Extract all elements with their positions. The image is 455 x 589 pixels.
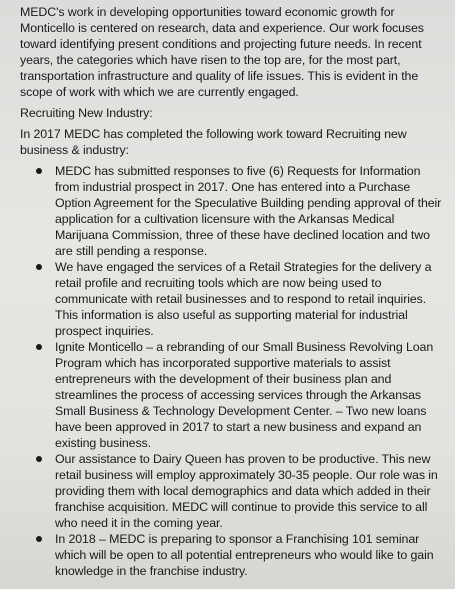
bullet-icon: [36, 536, 42, 542]
list-item-text: We have engaged the services of a Retail Strategies for the delivery a retail profile and recruiting tools which are now being used to communicate with retail businesses and to respond to retail inquiries. This information is also useful as supporting material for industrial prospect inquiries.: [55, 260, 432, 338]
section-heading: Recruiting New Industry:: [20, 106, 153, 120]
list-item: [55, 531, 447, 579]
list-item-text: MEDC has submitted responses to five (6) Requests for Information from industrial prospect in 2017. One has entered into a Purchase Option Agreement for the Speculative Building pending approval of their application for a cultivation licensure with the Arkansas Medical Marijuana Commission, three of these have declined location and two are still pending a response.: [55, 164, 442, 258]
section-intro-paragraph: In 2017 MEDC has completed the following work toward Recruiting new business & industry:: [20, 127, 407, 157]
bullet-icon: [36, 264, 42, 270]
bullet-icon: [36, 168, 42, 174]
list-item-text: Our assistance to Dairy Queen has proven to be productive. This new retail business will employ approximately 30-35 people. Our role was in providing them with local demographics and data which added in their franchise acquisition. MEDC will continue to provide this service to all who need it in the coming year.: [55, 452, 438, 530]
bullet-icon: [36, 344, 42, 350]
list-item: [55, 163, 447, 259]
bullet-icon: [36, 456, 42, 462]
list-item-text: In 2018 – MEDC is preparing to sponsor a Franchising 101 seminar which will be open to all potential entrepreneurs who would like to gain knowledge in the franchise industry.: [55, 532, 434, 578]
list-item: [55, 339, 447, 451]
list-item-text: Ignite Monticello – a rebranding of our Small Business Revolving Loan Program which has incorporated supportive materials to assist entrepreneurs with the development of their business plan and streamlines the process of accessing services through the Arkansas Small Business & Technology Development Center. – Two new loans have been approved in 2017 to start a new business and expand an existing business.: [55, 340, 434, 450]
work-bullet-list: [20, 163, 447, 579]
intro-paragraph: MEDC's work in developing opportunities toward economic growth for Monticello is centered on research, data and experience. Our work focuses toward identifying present conditions and projecting future needs. In recent years, the categories which have risen to the top are, for the most part, transportation infrastructure and quality of life issues. This is evident in the scope of work with which we are currently engaged.: [20, 5, 424, 99]
list-item: [55, 451, 447, 531]
list-item: [55, 259, 447, 339]
